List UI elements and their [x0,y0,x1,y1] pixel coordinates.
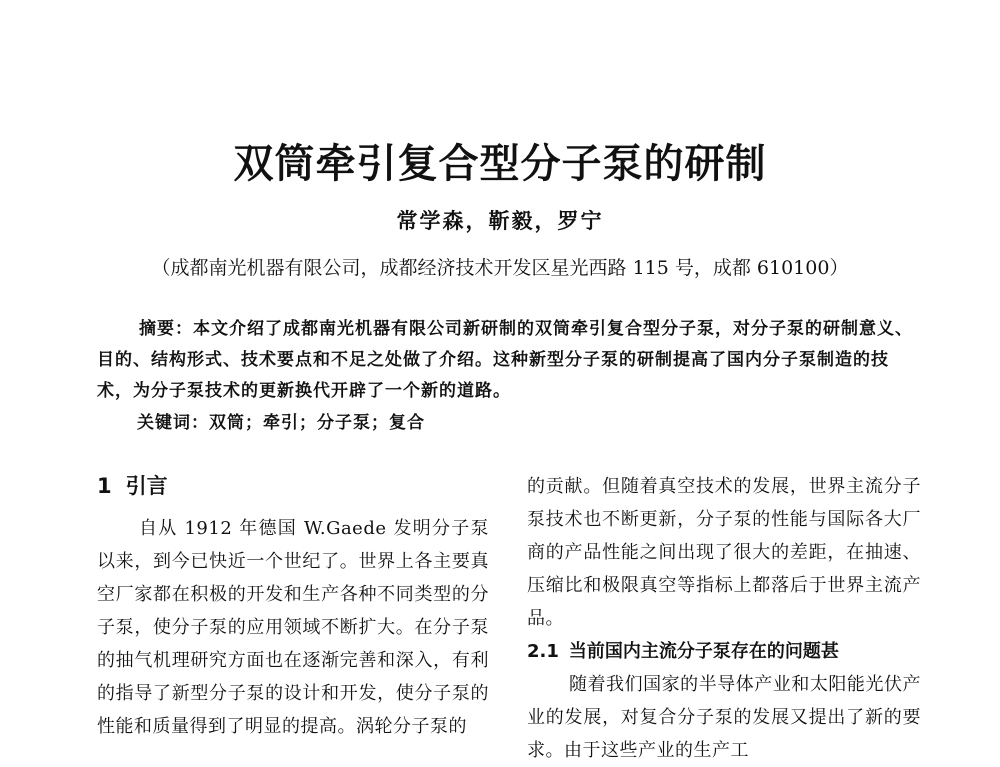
paper-title: 双筒牵引复合型分子泵的研制 [233,141,767,187]
left-column [97,470,489,743]
right-column [527,470,921,767]
abstract [97,314,917,407]
section-2-1-paragraph: 随着我们国家的半导体产业和太阳能光伏产业的发展，对复合分子泵的发展又提出了新的要求。由于这些产业的生产工 [527,674,921,761]
paper-authors: 常学森，靳毅，罗宁 [396,208,604,233]
keywords-text: 双筒；牵引；分子泵；复合 [209,413,425,433]
keywords-label: 关键词： [137,413,209,433]
abstract-label: 摘要： [139,319,193,339]
section-2-1-number: 2.1 [527,641,559,662]
section-2-1-heading [527,635,921,668]
section-1-paragraph: 自从 1912 年德国 W.Gaede 发明分子泵以来，到今已快近一个世纪了。世界上各主要真空厂家都在积极的开发和生产各种不同类型的分子泵，使分子泵的应用领域不断扩大。在分子泵的抽气机理研究方面也在逐渐完善和深入，有利的指导了新型分子泵的设计和开发，使分子泵的性能和质量得到了明显的提高。涡轮分子泵的 [97,518,489,737]
section-1-heading [97,470,489,500]
keywords [137,408,917,433]
section-1-title: 引言 [125,474,168,498]
section-1-number: 1 [97,474,112,498]
abstract-text: 本文介绍了成都南光机器有限公司新研制的双筒牵引复合型分子泵，对分子泵的研制意义、目的、结构形式、技术要点和不足之处做了介绍。这种新型分子泵的研制提高了国内分子泵制造的技术，为分子泵技术的更新换代开辟了一个新的道路。 [97,319,913,401]
paper-affiliation: （成都南光机器有限公司，成都经济技术开发区星光西路 115 号，成都 610100） [151,257,849,279]
section-2-1-title: 当前国内主流分子泵存在的问题甚 [568,641,839,662]
section-1-paragraph-continued: 的贡献。但随着真空技术的发展，世界主流分子泵技术也不断更新，分子泵的性能与国际各大厂商的产品性能之间出现了很大的差距，在抽速、压缩比和极限真空等指标上都落后于世界主流产品。 [527,476,921,629]
